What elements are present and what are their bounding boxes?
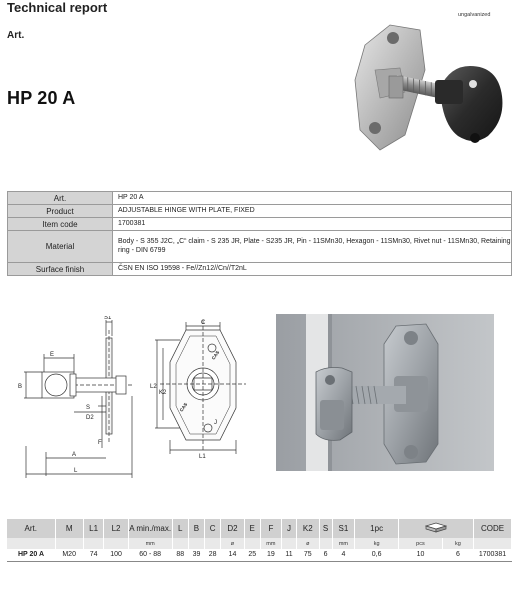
dim-label-e: E	[50, 352, 55, 358]
spec-value: HP 20 A	[113, 192, 512, 205]
row-cell: HP 20 A	[7, 549, 55, 561]
unit-cell	[83, 538, 104, 549]
unit-cell	[104, 538, 128, 549]
dim-label-k2: K2	[159, 390, 167, 396]
spec-key: Item code	[8, 218, 113, 231]
col-header: D2	[221, 519, 244, 538]
col-header: S	[319, 519, 332, 538]
row-cell: 74	[83, 549, 104, 561]
unit-cell	[474, 538, 512, 549]
dim-label-c: C	[201, 320, 206, 326]
row-cell: 60 - 88	[128, 549, 172, 561]
row-cell: 6	[442, 549, 473, 561]
row-cell: 100	[104, 549, 128, 561]
unit-cell	[244, 538, 260, 549]
col-header: J	[281, 519, 296, 538]
table-row	[8, 231, 512, 263]
plate-mark: CAS	[210, 349, 221, 361]
page-title: Technical report	[7, 0, 108, 15]
dim-label-s1: S1	[104, 316, 112, 321]
table-header-row	[7, 519, 512, 538]
row-cell: 0,6	[355, 549, 399, 561]
dim-label-l2: L2	[150, 384, 157, 390]
row-cell: 4	[332, 549, 354, 561]
spec-key: Material	[8, 231, 113, 263]
unit-cell: mm	[260, 538, 281, 549]
dim-label-s: S	[86, 405, 91, 411]
spec-value: ČSN EN ISO 19598 - Fe//Zn12//Cn//T2nL	[113, 263, 512, 276]
dim-label-d2: D2	[86, 415, 94, 421]
unit-cell	[205, 538, 221, 549]
col-header: CODE	[474, 519, 512, 538]
col-header: E	[244, 519, 260, 538]
dimensions-table	[7, 519, 512, 562]
row-cell: 28	[205, 549, 221, 561]
model-name: HP 20 A	[7, 88, 76, 108]
unit-cell	[172, 538, 188, 549]
photo-note: ungalvanized	[458, 12, 491, 18]
col-header: C	[205, 519, 221, 538]
col-header: K2	[297, 519, 319, 538]
row-cell: 25	[244, 549, 260, 561]
row-cell: 19	[260, 549, 281, 561]
unit-cell: pcs	[399, 538, 443, 549]
col-header: M	[55, 519, 83, 538]
spec-key: Art.	[8, 192, 113, 205]
table-units-row	[7, 538, 512, 549]
unit-cell	[281, 538, 296, 549]
row-cell: M20	[55, 549, 83, 561]
row-cell: 39	[188, 549, 204, 561]
plate-mark: CAS	[178, 401, 189, 413]
col-header: S1	[332, 519, 354, 538]
unit-cell	[7, 538, 55, 549]
table-row	[8, 205, 512, 218]
col-header: L	[172, 519, 188, 538]
unit-cell: mm	[332, 538, 354, 549]
col-header: F	[260, 519, 281, 538]
table-row	[8, 218, 512, 231]
col-header: A min./max.	[128, 519, 172, 538]
col-header: 1pc	[355, 519, 399, 538]
installation-photo	[276, 314, 494, 471]
dim-label-l1: L1	[199, 454, 206, 460]
table-row	[8, 192, 512, 205]
row-cell: 75	[297, 549, 319, 561]
package-icon	[423, 522, 449, 533]
unit-cell: kg	[355, 538, 399, 549]
col-header: Art.	[7, 519, 55, 538]
unit-cell	[55, 538, 83, 549]
row-cell: 1700381	[474, 549, 512, 561]
row-cell: 14	[221, 549, 244, 561]
art-label: Art.	[7, 30, 25, 41]
dim-label-b: B	[18, 384, 23, 390]
spec-value: Body - S 355 J2C, „C“ claim - S 235 JR, Plate - S235 JR, Pin - 11SMn30, Hexagon - 11SMn30, Rivet nut - 11SMn30, Retaining ring - DIN 6799	[113, 231, 512, 263]
unit-cell: ø	[297, 538, 319, 549]
package-icon-header	[399, 519, 474, 538]
row-cell: 11	[281, 549, 296, 561]
spec-value: ADJUSTABLE HINGE WITH PLATE, FIXED	[113, 205, 512, 218]
col-header: L2	[104, 519, 128, 538]
dim-label-l: L	[74, 468, 78, 474]
col-header: L1	[83, 519, 104, 538]
dim-label-a: A	[72, 452, 77, 458]
product-photo	[345, 10, 510, 175]
col-header: B	[188, 519, 204, 538]
unit-cell	[319, 538, 332, 549]
unit-cell: ø	[221, 538, 244, 549]
row-cell: 10	[399, 549, 443, 561]
spec-key: Surface finish	[8, 263, 113, 276]
unit-cell: mm	[128, 538, 172, 549]
unit-cell: kg	[442, 538, 473, 549]
spec-value: 1700381	[113, 218, 512, 231]
dim-label-f: F	[98, 440, 102, 446]
unit-cell	[188, 538, 204, 549]
spec-table	[7, 191, 512, 276]
front-view-drawing	[150, 316, 260, 464]
dim-label-j: J	[214, 420, 217, 426]
row-cell: 88	[172, 549, 188, 561]
row-cell: 6	[319, 549, 332, 561]
table-row	[7, 549, 512, 561]
spec-key: Product	[8, 205, 113, 218]
table-row	[8, 263, 512, 276]
side-view-drawing	[14, 316, 149, 491]
